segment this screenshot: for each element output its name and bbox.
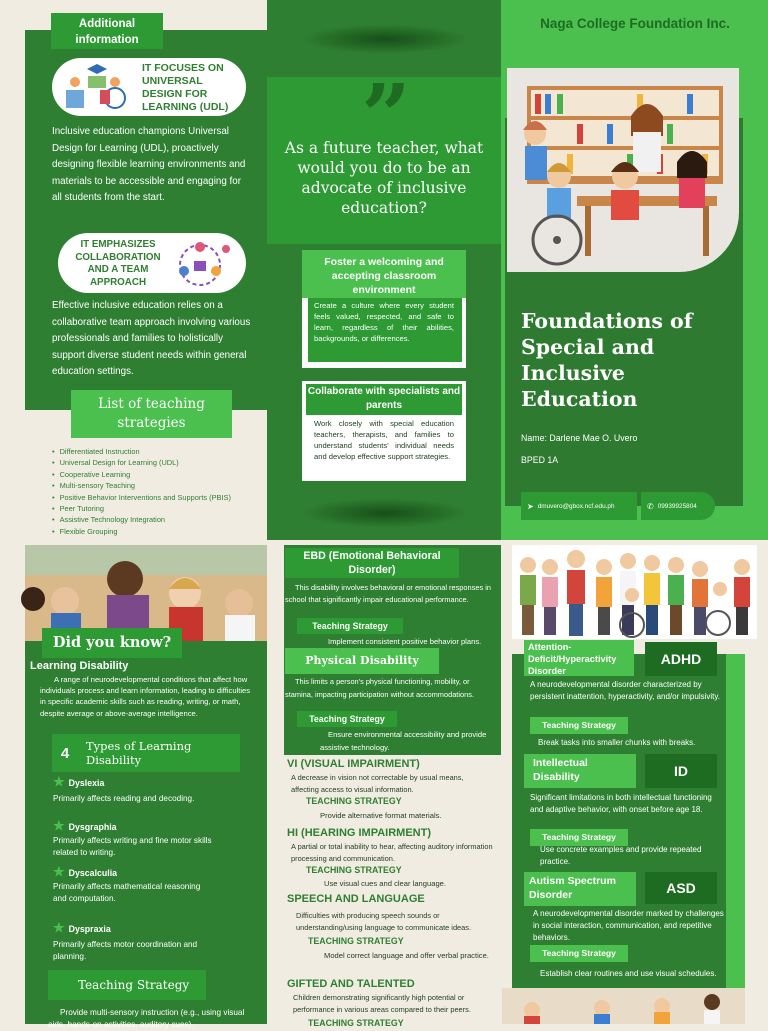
hi-strategy-label: TEACHING STRATEGY xyxy=(306,865,402,875)
ld-strategy-text: Provide multi-sensory instruction (e.g., using visual aids, hands-on activities, auditory cues). xyxy=(48,1008,245,1029)
collab-paragraph: Effective inclusive education relies on a collaborative team approach involving various professionals and families to holistically support diverse student needs within general education settings. xyxy=(52,300,251,377)
additional-info-header: Additional information xyxy=(51,13,163,49)
pd-strategy-label: Teaching Strategy xyxy=(297,711,397,727)
teaching-strategies-list-title: List of teaching strategies xyxy=(71,390,232,438)
phone-text: 09939925804 xyxy=(657,502,697,510)
gt-title: GIFTED AND TALENTED xyxy=(287,978,415,990)
classroom-photo xyxy=(25,545,267,641)
vi-text: A decrease in vision not correctable by usual means, affecting access to visual information. xyxy=(291,773,464,794)
vi-title: VI (VISUAL IMPAIRMENT) xyxy=(287,758,420,770)
quote-mark-icon: ” xyxy=(361,66,411,167)
list-item: • Differentiated Instruction xyxy=(52,446,231,457)
email-chip xyxy=(521,492,637,520)
list-item: • Assistive Technology Integration xyxy=(52,514,231,525)
asd-abbr: ASD xyxy=(645,872,717,904)
id-abbr: ID xyxy=(645,754,717,788)
type-name: ★ Dyspraxia xyxy=(53,920,111,935)
course-section: BPED 1A xyxy=(521,455,559,465)
list-item: • Flexible Grouping xyxy=(52,526,231,537)
shadow-top xyxy=(300,24,470,54)
types-heading xyxy=(52,734,240,772)
pd-text: This limits a person's physical functioning, mobility, or stamina, impacting participation without accommodations. xyxy=(285,677,474,699)
udl-pill xyxy=(52,58,246,116)
udl-pill-text: IT FOCUSES ON UNIVERSAL DESIGN FOR LEARNING (UDL) xyxy=(142,62,229,113)
udl-paragraph: Inclusive education champions Universal Design for Learning (UDL), proactively designing flexible learning environments and materials to be accessible and engaging for all students from the start. xyxy=(52,126,246,203)
list-item: • Positive Behavior Interventions and Supports (PBIS) xyxy=(52,492,231,503)
team-illustration xyxy=(170,235,240,291)
type-dyspraxia xyxy=(53,920,213,963)
card-welcoming-title: Foster a welcoming and accepting classroom environment xyxy=(302,250,466,298)
adhd-text: A neurodevelopmental disorder characterized by persistent inattention, hyperactivity, and/or impulsivity. xyxy=(530,680,721,701)
asd-label: Autism Spectrum Disorder xyxy=(524,872,636,906)
sl-strategy-label: TEACHING STRATEGY xyxy=(308,936,404,946)
sl-text: Difficulties with producing speech sounds or understanding/using language to communicate ideas. xyxy=(296,911,472,932)
id-text: Significant limitations in both intellectual functioning and adaptive behavior, with onset before age 18. xyxy=(530,793,712,814)
type-dyscalculia xyxy=(53,864,213,905)
collab-pill xyxy=(58,233,246,293)
sl-strategy: Model correct language and offer verbal practice. xyxy=(324,951,489,960)
advocacy-question: As a future teacher, what would you do to be an advocate of inclusive education? xyxy=(284,139,484,217)
pd-strategy: Ensure environmental accessibility and provide assistive technology. xyxy=(320,730,487,752)
type-dyslexia xyxy=(53,774,253,805)
list-item: • Multi-sensory Teaching xyxy=(52,480,231,491)
type-desc: Primarily affects mathematical reasoning and computation. xyxy=(53,882,201,903)
hi-strategy: Use visual cues and clear language. xyxy=(324,879,446,888)
gt-text: Children demonstrating significantly high potential or performance in various areas compared to their peers. xyxy=(293,993,471,1014)
ebd-text: This disability involves behavioral or emotional responses in school that significantly impair educational performance. xyxy=(285,583,491,604)
ebd-title: EBD (Emotional Behavioral Disorder) xyxy=(285,548,459,578)
bottom-classroom-photo xyxy=(502,988,745,1024)
vi-strategy: Provide alternative format materials. xyxy=(320,811,442,820)
gt-strategy-label: TEACHING STRATEGY xyxy=(308,1018,404,1028)
udl-illustration xyxy=(60,60,132,114)
adhd-strategy: Break tasks into smaller chunks with breaks. xyxy=(538,738,696,747)
diverse-people-illustration xyxy=(512,545,757,639)
cover-illustration xyxy=(507,68,739,272)
star-icon: ★ xyxy=(53,920,65,935)
did-you-know-heading: Did you know? xyxy=(42,628,182,658)
asd-strategy-label: Teaching Strategy xyxy=(530,945,628,962)
ld-title: Learning Disability xyxy=(30,660,129,672)
types-title: Types of Learning Disability xyxy=(86,739,192,767)
id-label: Intellectual Disability xyxy=(524,754,636,788)
phone-chip xyxy=(641,492,715,520)
type-desc: Primarily affects motor coordination and planning. xyxy=(53,940,198,961)
school-name: Naga College Foundation Inc. xyxy=(540,16,730,31)
shadow-bottom xyxy=(300,498,470,528)
type-desc: Primarily affects reading and decoding. xyxy=(53,794,195,803)
card-collab-text: Work closely with special education teachers, therapists, and families to understand students' individual needs and develop effective support strategies. xyxy=(314,419,454,461)
list-item: • Universal Design for Learning (UDL) xyxy=(52,457,231,468)
hi-text: A partial or total inability to hear, affecting auditory information processing and communication. xyxy=(291,842,493,863)
star-icon: ★ xyxy=(53,864,65,879)
types-number: 4 xyxy=(60,744,70,762)
adhd-abbr: ADHD xyxy=(645,642,717,676)
sl-title: SPEECH AND LANGUAGE xyxy=(287,893,425,905)
id-strategy: Use concrete examples and provide repeated practice. xyxy=(540,845,702,866)
card-collab-title: Collaborate with specialists and parents xyxy=(306,384,462,415)
card-welcoming-text: Create a culture where every student feels valued, respected, and safe to learn, regardless of their abilities, backgrounds, or differences. xyxy=(314,301,454,343)
phone-icon: ✆ xyxy=(647,501,654,511)
adhd-strategy-label: Teaching Strategy xyxy=(530,717,628,734)
star-icon: ★ xyxy=(53,774,65,789)
collab-pill-text: IT EMPHASIZES COLLABORATION AND A TEAM APPROACH xyxy=(75,239,161,288)
teaching-strategies-list xyxy=(52,446,231,537)
ebd-strategy: Implement consistent positive behavior plans. xyxy=(328,637,482,646)
star-icon: ★ xyxy=(53,818,65,833)
ld-text: A range of neurodevelopmental conditions that affect how individuals process and learn information, leading to difficulties in specific academic skills such as reading, writing, or math, despite average or above-average intelligence. xyxy=(40,675,251,718)
cursor-icon: ➤ xyxy=(527,501,534,511)
email-text: dmuvero@gbox.ncf.edu.ph xyxy=(537,502,615,510)
type-name: ★ Dyslexia xyxy=(53,774,105,789)
pd-title: Physical Disability xyxy=(285,648,439,674)
asd-strategy: Establish clear routines and use visual schedules. xyxy=(540,969,717,978)
cover-title: Foundations of Special and Inclusive Education xyxy=(521,309,693,411)
ld-strategy-label: Teaching Strategy xyxy=(48,970,206,1000)
type-name: ★ Dyscalculia xyxy=(53,864,118,879)
type-desc: Primarily affects writing and fine motor skills related to writing. xyxy=(53,836,212,857)
ebd-strategy-label: Teaching Strategy xyxy=(297,618,403,634)
type-dysgraphia xyxy=(53,818,223,859)
hi-title: HI (HEARING IMPAIRMENT) xyxy=(287,827,432,839)
list-item: • Peer Tutoring xyxy=(52,503,231,514)
list-item: • Cooperative Learning xyxy=(52,469,231,480)
type-name: ★ Dysgraphia xyxy=(53,818,117,833)
id-strategy-label: Teaching Strategy xyxy=(530,829,628,846)
adhd-label: Attention-Deficit/Hyperactivity Disorder xyxy=(524,640,634,676)
author-name: Name: Darlene Mae O. Uvero xyxy=(521,433,638,443)
vi-strategy-label: TEACHING STRATEGY xyxy=(306,796,402,806)
asd-text: A neurodevelopmental disorder marked by challenges in social interaction, communication, and repetitive behaviors. xyxy=(533,909,724,942)
